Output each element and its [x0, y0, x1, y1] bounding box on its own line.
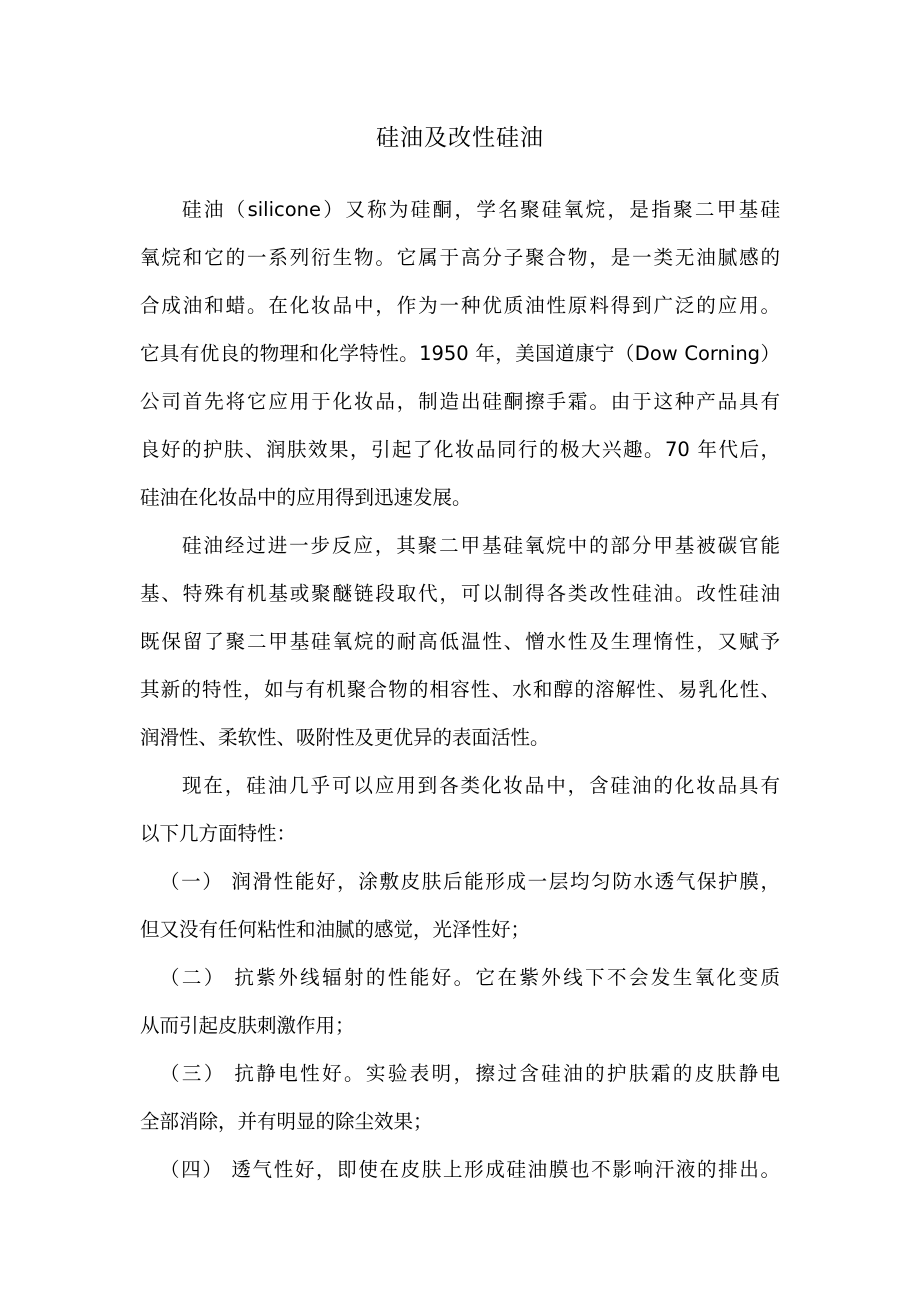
paragraph-1-line-7: 硅油在化妆品中的应用得到迅速发展。 [140, 486, 472, 509]
paragraph-2-line-5: 润滑性、柔软性、吸附性及更优异的表面活性。 [140, 726, 550, 749]
list-item-4-line-1: （四） 透气性好，即使在皮肤上形成硅油膜也不影响汗液的排出。 [160, 1158, 780, 1181]
paragraph-2-line-1: 硅油经过进一步反应，其聚二甲基硅氧烷中的部分甲基被碳官能 [182, 534, 780, 557]
paragraph-2-line-2: 基、特殊有机基或聚醚链段取代，可以制得各类改性硅油。改性硅油 [140, 582, 780, 605]
paragraph-2-line-3: 既保留了聚二甲基硅氧烷的耐高低温性、憎水性及生理惰性，又赋予 [140, 630, 780, 653]
paragraph-1-line-3: 合成油和蜡。在化妆品中，作为一种优质油性原料得到广泛的应用。 [140, 294, 780, 317]
paragraph-1-line-4: 它具有优良的物理和化学特性。1950 年，美国道康宁（Dow Corning） [140, 342, 780, 365]
paragraph-1-line-1: 硅油（silicone）又称为硅酮，学名聚硅氧烷，是指聚二甲基硅 [182, 198, 780, 221]
list-item-2-line-1: （二） 抗紫外线辐射的性能好。它在紫外线下不会发生氧化变质 [160, 966, 780, 989]
paragraph-3-line-2: 以下几方面特性： [140, 822, 297, 845]
paragraph-1-line-6: 良好的护肤、润肤效果，引起了化妆品同行的极大兴趣。70 年代后， [140, 438, 780, 461]
list-item-1-line-2: 但又没有任何粘性和油腻的感觉，光泽性好； [140, 918, 531, 941]
paragraph-1-line-5: 公司首先将它应用于化妆品，制造出硅酮擦手霜。由于这种产品具有 [140, 390, 780, 413]
paragraph-1-line-2: 氧烷和它的一系列衍生物。它属于高分子聚合物，是一类无油腻感的 [140, 246, 780, 269]
list-item-1-line-1: （一） 润滑性能好，涂敷皮肤后能形成一层均匀防水透气保护膜， [160, 870, 780, 893]
paragraph-3-line-1: 现在，硅油几乎可以应用到各类化妆品中，含硅油的化妆品具有 [182, 774, 780, 797]
document-title: 硅油及改性硅油 [376, 125, 544, 151]
paragraph-2-line-4: 其新的特性，如与有机聚合物的相容性、水和醇的溶解性、易乳化性、 [140, 678, 780, 701]
list-item-3-line-2: 全部消除，并有明显的除尘效果； [140, 1110, 433, 1133]
list-item-2-line-2: 从而引起皮肤刺激作用； [140, 1014, 355, 1037]
list-item-3-line-1: （三） 抗静电性好。实验表明，擦过含硅油的护肤霜的皮肤静电 [160, 1062, 780, 1085]
